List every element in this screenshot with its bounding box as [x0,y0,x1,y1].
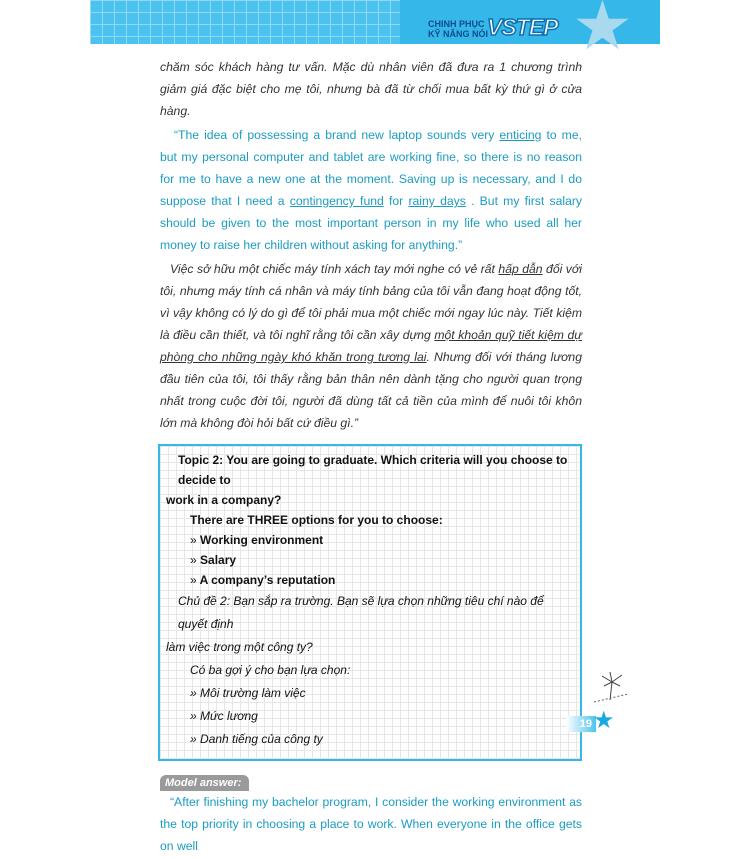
option-label: A company’s reputation [199,573,336,587]
bullet-icon: » [190,732,197,746]
option-label: Working environment [200,533,324,547]
option-label: Danh tiếng của công ty [200,732,323,746]
series-line-2: KỸ NĂNG NÓI [428,29,489,39]
vocab-rainy-days: rainy days [408,194,466,208]
page-number: 19 [566,716,596,732]
model-answer-text: “After finishing my bachelor program, I consider the working environment as the top priority in choosing a place to work. When everyone in the office gets on well [160,795,582,853]
english-paragraph [160,124,582,256]
text: . Nhưng đối với tháng lương đầu tiên của tôi, tôi thấy rằng bản thân nên dành tặng cho người quan trọng nhất trong cuộc đời tôi, người đã dùng tất cả tiền của mình để nuôi tôi khôn lớn mà không đòi hỏi bất cứ điều gì.” [160,350,582,430]
option-item [166,570,574,590]
star-icon: ★ [572,0,633,64]
vstep-logo: VSTEP [487,14,558,40]
palm-tree-illustration-icon [590,666,630,706]
series-line-1: CHINH PHỤC [428,19,485,29]
bullet-icon: » [190,686,197,700]
text: “The idea of possessing a brand new laptop sounds very [174,128,500,142]
vi-topic-title: Chủ đề 2: Bạn sắp ra trường. Bạn sẽ lựa chọn những tiêu chí nào để quyết định [178,594,544,631]
text: for [383,194,409,208]
text: Việc sở hữu một chiếc máy tính xách tay mới nghe có vẻ rất [170,262,499,276]
option-label: Mức lương [200,709,258,723]
option-item [166,530,574,550]
bullet-icon: » [190,553,197,567]
options-intro: There are THREE options for you to choose: [190,513,443,527]
text: . But my first salary should be given to the most important person in my life who used all her money to raise her children without asking for anything.” [160,194,583,252]
vi-option-item [166,728,574,751]
option-item [166,550,574,570]
vi-topic-title-cont: làm việc trong một công ty? [166,640,313,654]
bullet-icon: » [190,709,197,723]
vi-option-item [166,705,574,728]
series-title [428,19,488,39]
topic-title-cont: work in a company? [166,493,282,507]
vocab-hap-dan: hấp dẫn [498,262,543,276]
vi-option-item [166,682,574,705]
vocab-quy-du-phong: một khoản quỹ tiết kiệm dự phòng cho những ngày khó khăn trong tương lai [160,328,582,364]
bullet-icon: » [190,533,197,547]
bullet-icon: » [190,573,197,587]
vietnamese-translation [160,258,582,434]
vietnamese-paragraph-1: chăm sóc khách hàng tư vấn. Mặc dù nhân viên đã đưa ra 1 chương trình giảm giá đặc biệt cho mẹ tôi, nhưng bà đã từ chối mua bất kỳ thứ gì ở cửa hàng. [160,60,582,118]
option-label: Môi trường làm việc [200,686,306,700]
model-answer-label: Model answer: [160,775,249,791]
vi-options-intro: Có ba gợi ý cho bạn lựa chọn: [190,663,351,677]
text: đối với tôi, nhưng máy tính cá nhân và máy tính bảng của tôi vẫn đang hoạt động tốt, vì vậy không có lý do gì để tôi phải mua một chiếc mới ngay lúc này. Tiết kiệm là điều cần thiết, và tôi nghĩ rằng tôi cần xây dựng [160,262,582,342]
vocab-contingency-fund: contingency fund [289,194,384,208]
text: to me, but my personal computer and tablet are working fine, so there is no reason for me to have a new one at the moment. Saving up is necessary, and I do suppose that I need a [160,128,582,208]
page-content [160,56,582,859]
topic-title: Topic 2: You are going to graduate. Which criteria will you choose to decide to [178,453,568,487]
vocab-enticing: enticing [499,128,542,142]
star-icon: ★ [593,707,615,734]
topic-box [158,444,582,761]
option-label: Salary [200,553,237,567]
